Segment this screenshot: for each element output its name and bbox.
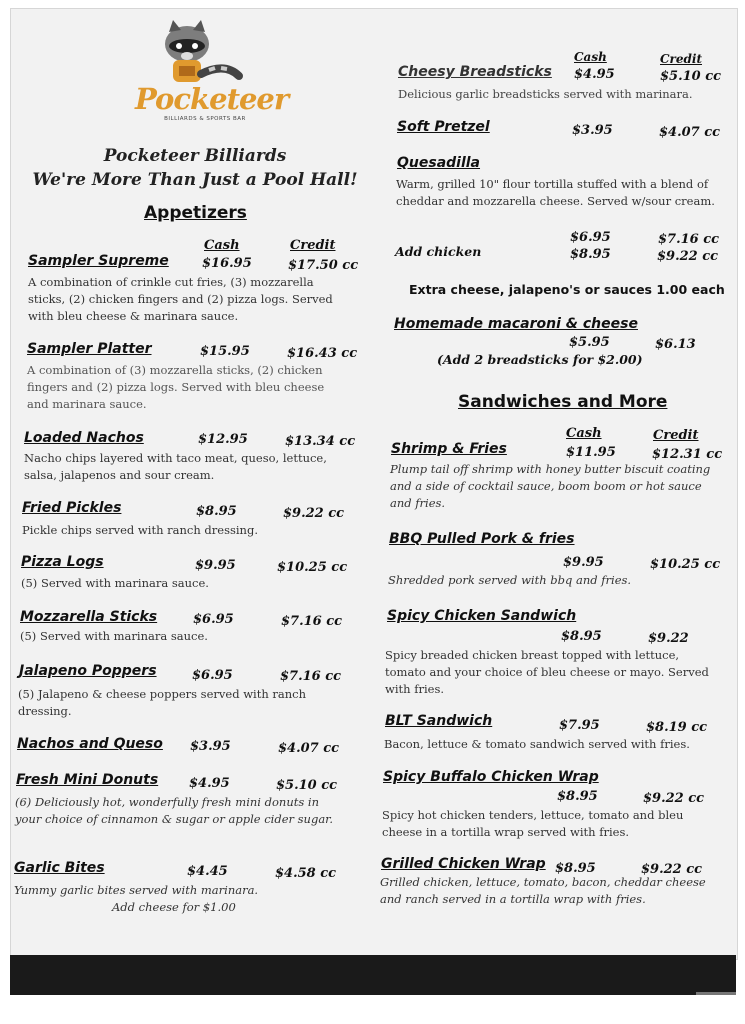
cash-price: $15.95	[200, 344, 250, 359]
item-name: Spicy Chicken Sandwich	[387, 608, 577, 624]
credit-header: Credit	[653, 428, 699, 443]
bottom-binder-edge	[10, 955, 736, 995]
item-name: Sampler Platter	[27, 341, 152, 357]
item-name: Jalapeno Poppers	[19, 663, 157, 679]
item-name: Garlic Bites	[14, 860, 105, 876]
cash-price: $6.95	[193, 612, 234, 627]
item-description: (5) Jalapeno & cheese poppers served with ranch dressing.	[18, 687, 307, 718]
item-description: Pickle chips served with ranch dressing.	[22, 523, 258, 537]
credit-price: $9.22 cc	[657, 249, 719, 264]
cash-price: $11.95	[566, 445, 616, 460]
add-on-note: Add cheese for $1.00	[112, 900, 236, 914]
item-name: Loaded Nachos	[24, 430, 144, 446]
item-description: (5) Served with marinara sauce.	[21, 576, 209, 590]
credit-price: $9.22 cc	[641, 862, 703, 877]
item-description: Bacon, lettuce & tomato sandwich served with fries.	[384, 737, 690, 751]
item-description: Grilled chicken, lettuce, tomato, bacon, cheddar cheese and ranch served in a tortilla wrap with fries.	[380, 875, 706, 906]
cash-price: $9.95	[563, 555, 604, 570]
item-name: Fresh Mini Donuts	[16, 772, 159, 788]
cash-header: Cash	[566, 426, 602, 441]
cash-price: $6.95	[570, 230, 611, 245]
item-description: Spicy hot chicken tenders, lettuce, tomato and bleu cheese in a tortilla wrap served with fries.	[382, 808, 684, 839]
cash-price: $6.95	[192, 668, 233, 683]
item-name: BLT Sandwich	[385, 713, 493, 729]
item-name: Shrimp & Fries	[391, 441, 507, 457]
item-description: Plump tail off shrimp with honey butter biscuit coating and a side of cocktail sauce, boom boom or hot sauce and fries.	[390, 462, 711, 510]
credit-price: $13.34 cc	[285, 434, 356, 449]
credit-price: $17.50 cc	[288, 258, 359, 273]
logo-wordmark: Pocketeer	[135, 82, 289, 116]
item-description: Yummy garlic bites served with marinara.	[14, 883, 259, 897]
bottom-edge-strip	[696, 992, 736, 995]
cash-price: $8.95	[557, 789, 598, 804]
credit-price: $5.10 cc	[276, 778, 338, 793]
cash-price: $8.95	[555, 861, 596, 876]
credit-price: $7.16 cc	[658, 232, 720, 247]
credit-price: $9.22	[648, 631, 689, 646]
item-description: Shredded pork served with bbq and fries.	[388, 573, 632, 587]
cash-price: $16.95	[202, 256, 252, 271]
breadstick-add-note: (Add 2 breadsticks for $2.00)	[437, 352, 643, 367]
cash-header: Cash	[204, 238, 240, 253]
credit-price: $7.16 cc	[280, 669, 342, 684]
section-title-appetizers: Appetizers	[144, 203, 247, 223]
credit-price: $4.07 cc	[278, 741, 340, 756]
item-description: Delicious garlic breadsticks served with marinara.	[398, 87, 693, 101]
credit-header: Credit	[290, 238, 336, 253]
item-name: Soft Pretzel	[397, 119, 490, 135]
page-subtitle: We're More Than Just a Pool Hall!	[32, 170, 358, 190]
item-name: Homemade macaroni & cheese	[394, 316, 638, 332]
credit-price: $6.13	[655, 337, 696, 352]
cash-price: $5.95	[569, 335, 610, 350]
credit-price: $9.22 cc	[643, 791, 705, 806]
cash-price: $8.95	[570, 247, 611, 262]
cash-price: $3.95	[572, 123, 613, 138]
extras-note: Extra cheese, jalapeno's or sauces 1.00 each	[409, 282, 725, 297]
raccoon-logo	[135, 18, 289, 128]
item-name: Pizza Logs	[21, 554, 104, 570]
item-name: Spicy Buffalo Chicken Wrap	[383, 769, 599, 785]
credit-price: $8.19 cc	[646, 720, 708, 735]
item-description: (6) Deliciously hot, wonderfully fresh mini donuts in your choice of cinnamon & sugar or apple cider sugar.	[15, 795, 334, 826]
cash-price: $7.95	[559, 718, 600, 733]
add-chicken-label: Add chicken	[395, 244, 482, 259]
credit-price: $12.31 cc	[652, 447, 723, 462]
item-description: A combination of crinkle cut fries, (3) mozzarella sticks, (2) chicken fingers and (2) pizza logs. Served with bleu cheese & marinara sauce.	[28, 275, 333, 323]
credit-price: $4.58 cc	[275, 866, 337, 881]
item-name: Sampler Supreme	[28, 253, 169, 269]
cash-header: Cash	[574, 50, 607, 64]
item-description: A combination of (3) mozzarella sticks, (2) chicken fingers and (2) pizza logs. Served with bleu cheese and marinara sauce.	[27, 363, 325, 411]
credit-price: $16.43 cc	[287, 346, 358, 361]
item-description: (5) Served with marinara sauce.	[20, 629, 208, 643]
item-name: BBQ Pulled Pork & fries	[389, 531, 575, 547]
item-description: Nacho chips layered with taco meat, queso, lettuce, salsa, jalapenos and sour cream.	[24, 451, 327, 482]
credit-price: $4.07 cc	[659, 125, 721, 140]
cash-price: $4.45	[187, 864, 228, 879]
item-name: Cheesy Breadsticks	[398, 64, 552, 80]
credit-price: $10.25 cc	[277, 560, 348, 575]
credit-price: $5.10 cc	[660, 69, 722, 84]
credit-header: Credit	[660, 52, 702, 66]
credit-price: $9.22 cc	[283, 506, 345, 521]
cash-price: $8.95	[561, 629, 602, 644]
logo-tagline: BILLIARDS & SPORTS BAR	[164, 116, 246, 122]
cash-price: $9.95	[195, 558, 236, 573]
item-description: Warm, grilled 10" flour tortilla stuffed with a blend of cheddar and mozzarella cheese. Served w/sour cream.	[396, 177, 715, 208]
item-name: Nachos and Queso	[17, 736, 163, 752]
item-name: Fried Pickles	[22, 500, 122, 516]
page-title: Pocketeer Billiards	[103, 146, 287, 166]
item-name: Grilled Chicken Wrap	[381, 856, 546, 872]
section-title-sandwiches: Sandwiches and More	[458, 392, 668, 412]
cash-price: $8.95	[196, 504, 237, 519]
item-name: Mozzarella Sticks	[20, 609, 158, 625]
cash-price: $12.95	[198, 432, 248, 447]
cash-price: $3.95	[190, 739, 231, 754]
credit-price: $10.25 cc	[650, 557, 721, 572]
credit-price: $7.16 cc	[281, 614, 343, 629]
item-name: Quesadilla	[397, 155, 481, 171]
item-description: Spicy breaded chicken breast topped with lettuce, tomato and your choice of bleu cheese or mayo. Served with fries.	[385, 648, 709, 696]
cash-price: $4.95	[574, 67, 615, 82]
cash-price: $4.95	[189, 776, 230, 791]
